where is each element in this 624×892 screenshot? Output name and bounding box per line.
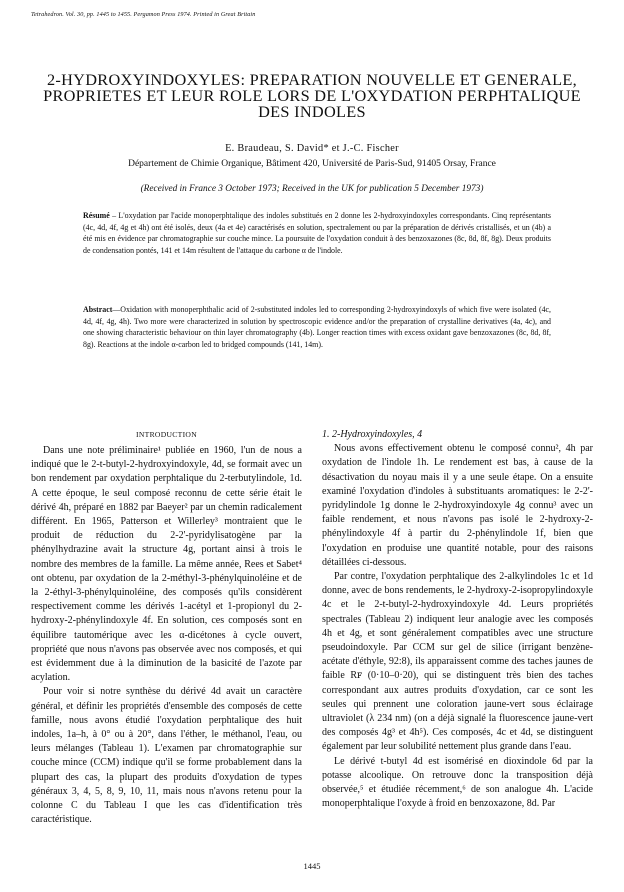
- abstract-label: Abstract: [83, 305, 113, 314]
- received-dates: (Received in France 3 October 1973; Received in the UK for publication 5 December 1973): [140, 184, 484, 194]
- page-number: 1445: [303, 861, 321, 871]
- article-title: 2-HYDROXYINDOXYLES: PREPARATION NOUVELLE ET GENERALE, PROPRIETES ET LEUR ROLE LORS DE L'OXYDATION PERPHTALIQUE DES INDOLES: [43, 70, 581, 121]
- right-column: [322, 428, 593, 811]
- body-paragraph-2: Par contre, l'oxydation perphtalique des 2-alkylindoles 1c et 1d donne, avec de bons rendements, le 2-hydroxy-2-isopropylindoxyle 4c et le 2-t-butyl-2-hydroxyindoxyle 4d. Leurs propriétés spectrales (Tableau 2) indiquent leur analogie avec les composés 4h et 4g, et sont généralement compatibles avec une structure pseudoindoxyle. Par CCM sur gel de silice (irrigant benzène-acétate d'éthyle, 92:8), ils apparaissent comme des taches jaunes de faible Rꜰ (0·10–0·20), qui se distinguent très bien des taches correspondant aux autres produits d'oxydation, car ce sont les seules qui prennent une coloration jaune-vert sous éclairage ultraviolet (λ 234 nm) (on a déjà signalé la fluorescence jaune-vert des composés 4g³ et 4h⁵). Ces composés, 4c et 4d, se distinguent également par leur solubilité nettement plus grande dans l'eau.: [322, 571, 593, 753]
- affiliation: Département de Chimie Organique, Bâtiment 420, Université de Paris-Sud, 91405 Orsay, France: [128, 159, 496, 169]
- authors: E. Braudeau, S. David* et J.-C. Fischer: [225, 143, 399, 154]
- subsection-heading: 1. 2-Hydroxyindoxyles, 4: [322, 429, 423, 440]
- resume-text: – L'oxydation par l'acide monoperphtalique des indoles substitués en 2 donne les 2-hydroxyindoxyles correspondants. Cinq représentants (4c, 4d, 4f, 4g et 4h) ont été isolés, deux (4a et 4e) caractérisés en solution, spectralement ou par la préparation de dérivés cristallisés, et un (4b) a été mis en évidence par chromatographie sur couche mince. La poursuite de l'oxydation conduit à des benzoxazones (8c, 8d, 8f, 8g). Deux produits de condensation pontés, 141 et 14m résultent de l'attaque du carbone α de l'indole.: [83, 211, 551, 255]
- intro-paragraph-2: Pour voir si notre synthèse du dérivé 4d avait un caractère général, et définir les propriétés d'ensemble des composés de cette famille, nous avons étudié l'oxydation perphtalique des huit indoles, 1a–h, à 0° ou à 20°, dans l'éther, le méthanol, l'eau, ou leurs mélanges (Tableau 1). L'examen par chromatographie sur couche mince (CCM) indique qu'il se forme probablement dans la plupart des cas, la plupart des produits d'oxydation de types généraux 3, 4, 5, 8, 9, 10, 11, mais nous n'avons retenu pour la colonne C du Tableau I que les cas d'identification très caractéristique.: [31, 686, 302, 826]
- body-paragraph-1: Nous avons effectivement obtenu le composé connu², 4h par oxydation de l'indole 1h. Le rendement est bas, à cause de la désactivation du noyau mais il y a une seule étape. On a ensuite examiné l'oxydation d'indoles à substituants aromatiques: le 2-2'-pyridylindole 1g donne le 2-hydroxyindoxyle 4g connu³ avec un faible rendement, et nous n'avons pas isolé le 2-hydroxy-2-phénylindoxyle 4f à partir du 2-phénylindole 1f, bien que l'oxydation en produise une quantité notable, pour des raisons détaillées ci-dessous.: [322, 443, 593, 568]
- introduction-heading: INTRODUCTION: [136, 430, 197, 439]
- body-paragraph-3: Le dérivé t-butyl 4d est isomérisé en dioxindole 6d par la potasse alcoolique. On retrouve donc la transposition déjà observée,⁵ et étudiée récemment,⁶ de son analogue 4h. L'acide monoperphtalique l'oxyde à froid en benzoxazone, 8d. Par: [322, 755, 593, 810]
- left-column: [31, 428, 302, 827]
- resume-french: [83, 210, 551, 256]
- intro-paragraph-1: Dans une note préliminaire¹ publiée en 1960, l'un de nous a indiqué que le 2-t-butyl-2-hydroxyindoxyle, 4d, se formait avec un bon rendement par oxydation perphtalique du 2-terbutylindole, 1d. A cette époque, le seul composé reconnu de cette série était le dérivé 4h, préparé en 1882 par Baeyer² par un chemin radicalement différent. En 1965, Patterson et Willerley³ montraient que le produit de réduction du 2-2'-pyridylisatogène par la phénylhydrazine avait la structure 4g, portant ainsi à trois le nombre des membres de la famille. La même année, Rees et Sabet⁴ ont obtenu, par oxydation de la 2-méthyl-3-phénylquinoléine et de la 2-éthyl-3-phénylquinoléine, des composés qu'ils considèrent respectivement comme les dérivés 1-acétyl et 1-propionyl du 2-hydroxy-2-phénylindoxyle 4f. En solution, ces composés sont en équilibre tautomérique avec les α-dicétones à cycle ouvert, propriété que nous n'avons pas observée avec nos composés, et qui est évidemment due à la diminution de la basicité de l'azote par acylation.: [31, 445, 302, 684]
- resume-label: Résumé: [83, 211, 110, 220]
- abstract-english: [83, 304, 551, 350]
- running-head: Tetrahedron. Vol. 30, pp. 1445 to 1455. Pergamon Press 1974. Printed in Great Britain: [31, 11, 256, 18]
- abstract-text: —Oxidation with monoperphthalic acid of 2-substituted indoles led to corresponding 2-hydroxyindoxyls of which five were isolated (4c, 4d, 4f, 4g, 4h). Two more were characterized in solution by spectroscopic evidence and/or the preparation of crystalline derivatives (4a, 4c), and one showing characteristic behaviour on thin layer chromatography (4b). Longer reaction times with excess oxidant gave benzoxazones (8c, 8d, 8f, 8g). Reactions at the indole α-carbon led to bridged compounds (141, 14m).: [83, 305, 551, 349]
